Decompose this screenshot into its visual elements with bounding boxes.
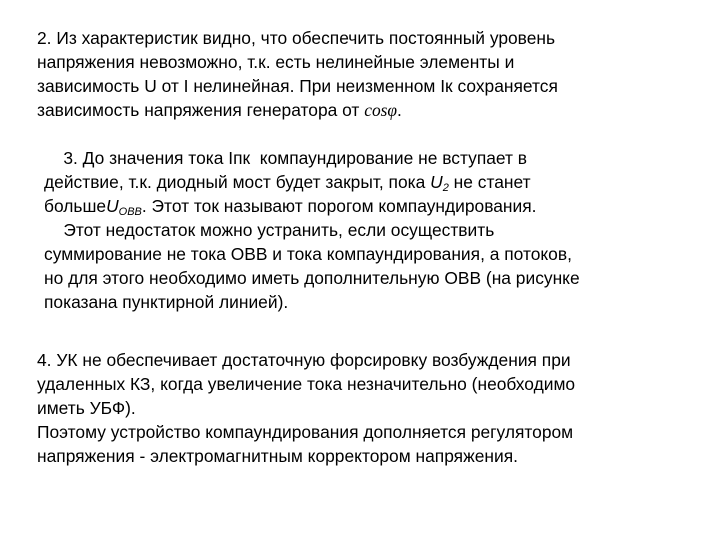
paragraph-2 xyxy=(37,26,558,122)
text-line: 3. До значения тока Iпк компаундирование не вступает в xyxy=(44,148,528,168)
text-line: но для этого необходимо иметь дополнительную ОВВ (на рисунке xyxy=(44,268,580,288)
text-line: зависимость U от I нелинейная. При неизменном Iк сохраняется xyxy=(37,76,558,96)
text-run: действие, т.к. диодный мост будет закрыт, пока xyxy=(44,172,431,192)
text-line: удаленных КЗ, когда увеличение тока незначительно (необходимо xyxy=(37,374,576,394)
u-obb-symbol xyxy=(106,196,142,216)
text-line xyxy=(44,170,580,194)
text-line xyxy=(44,194,580,218)
variable-u: U xyxy=(106,196,119,216)
text-run: . Этот ток называют порогом компаундирования. xyxy=(141,196,537,216)
text-run: зависимость напряжения генератора от xyxy=(37,100,365,120)
text-line: 2. Из характеристик видно, что обеспечить постоянный уровень xyxy=(37,28,556,48)
text-line: суммирование не тока ОВВ и тока компаундирования, а потоков, xyxy=(44,244,572,264)
text-line: показана пунктирной линией). xyxy=(44,292,289,312)
text-line: иметь УБФ). xyxy=(37,398,136,418)
text-line xyxy=(37,98,558,122)
cos-phi-formula: cosφ xyxy=(364,100,398,120)
subscript: 2 xyxy=(442,182,449,194)
text-run: не станет xyxy=(448,172,531,192)
u2-symbol xyxy=(430,172,449,192)
text-run: . xyxy=(397,100,402,120)
text-line: Этот недостаток можно устранить, если осуществить xyxy=(44,220,495,240)
text-line: напряжения - электромагнитным корректором напряжения. xyxy=(37,446,518,466)
paragraph-4 xyxy=(37,348,575,468)
text-line: Поэтому устройство компаундирования дополняется регулятором xyxy=(37,422,574,442)
variable-u: U xyxy=(430,172,443,192)
text-run: больше xyxy=(44,196,107,216)
text-line: 4. УК не обеспечивает достаточную форсировку возбуждения при xyxy=(37,350,571,370)
paragraph-3 xyxy=(44,146,580,314)
text-line: напряжения невозможно, т.к. есть нелинейные элементы и xyxy=(37,52,515,72)
subscript: OBB xyxy=(118,206,142,218)
